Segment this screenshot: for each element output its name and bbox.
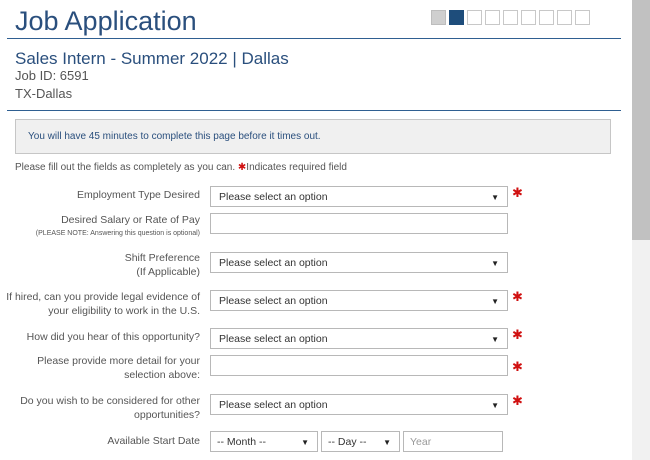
step-2 [449, 10, 464, 25]
shift-label [125, 251, 200, 279]
shift-label-line1: Shift Preference [124, 252, 200, 264]
shift-select[interactable] [210, 252, 508, 273]
progress-steps [431, 10, 590, 25]
employment-type-select[interactable] [210, 186, 508, 207]
step-9 [575, 10, 590, 25]
section-divider [7, 110, 621, 111]
source-label: How did you hear of this opportunity? [26, 331, 200, 343]
required-legend: Indicates required field [246, 162, 347, 173]
start-date-label: Available Start Date [107, 435, 200, 447]
legal-label-line2: your eligibility to work in the U.S. [48, 305, 200, 317]
other-label-line1: Do you wish to be considered for other [20, 395, 200, 407]
title-divider [7, 38, 621, 39]
legal-value: Please select an option [219, 295, 328, 307]
step-8 [557, 10, 572, 25]
employment-type-label: Employment Type Desired [77, 189, 200, 201]
required-marker-icon: ✱ [237, 162, 247, 173]
required-icon: ✱ [512, 327, 523, 342]
step-6 [521, 10, 536, 25]
shift-value: Please select an option [219, 257, 328, 269]
salary-input[interactable] [210, 213, 508, 234]
scrollbar-thumb[interactable] [632, 0, 650, 240]
form-instructions [15, 162, 347, 173]
required-icon: ✱ [512, 393, 523, 408]
page-title: Job Application [15, 6, 197, 36]
salary-label [36, 213, 200, 241]
start-month-value: -- Month -- [217, 436, 267, 448]
timeout-notice: You will have 45 minutes to complete this page before it times out. [15, 119, 611, 154]
salary-label-text: Desired Salary or Rate of Pay [61, 214, 200, 226]
job-id: Job ID: 6591 [15, 68, 89, 83]
detail-label-line1: Please provide more detail for your [37, 355, 200, 367]
salary-optional-note: (PLEASE NOTE: Answering this question is optional) [35, 230, 200, 237]
legal-label-line1: If hired, can you provide legal evidence of [6, 291, 200, 303]
step-7 [539, 10, 554, 25]
legal-label [6, 290, 200, 318]
shift-label-line2: (If Applicable) [136, 266, 200, 278]
chevron-down-icon: ▼ [491, 401, 499, 410]
job-location: TX-Dallas [15, 86, 73, 101]
chevron-down-icon: ▼ [383, 438, 391, 447]
chevron-down-icon: ▼ [491, 335, 499, 344]
other-label [20, 394, 200, 422]
step-3 [467, 10, 482, 25]
instructions-text: Please fill out the fields as completely as you can. [15, 162, 236, 173]
required-icon: ✱ [512, 289, 523, 304]
chevron-down-icon: ▼ [301, 438, 309, 447]
start-day-select[interactable] [321, 431, 400, 452]
employment-type-value: Please select an option [219, 191, 328, 203]
detail-label-line2: selection above: [124, 369, 200, 381]
chevron-down-icon: ▼ [491, 259, 499, 268]
other-opportunities-select[interactable] [210, 394, 508, 415]
job-title: Sales Intern - Summer 2022 | Dallas [15, 49, 289, 68]
detail-label [37, 354, 200, 382]
step-1 [431, 10, 446, 25]
chevron-down-icon: ▼ [491, 297, 499, 306]
required-icon: ✱ [512, 185, 523, 200]
start-year-input[interactable]: Year [403, 431, 503, 452]
start-day-value: -- Day -- [328, 436, 367, 448]
start-month-select[interactable] [210, 431, 318, 452]
step-4 [485, 10, 500, 25]
detail-input[interactable] [210, 355, 508, 376]
source-value: Please select an option [219, 333, 328, 345]
other-value: Please select an option [219, 399, 328, 411]
step-5 [503, 10, 518, 25]
source-select[interactable] [210, 328, 508, 349]
legal-eligibility-select[interactable] [210, 290, 508, 311]
other-label-line2: opportunities? [134, 409, 200, 421]
required-icon: ✱ [512, 359, 523, 374]
chevron-down-icon: ▼ [491, 193, 499, 202]
